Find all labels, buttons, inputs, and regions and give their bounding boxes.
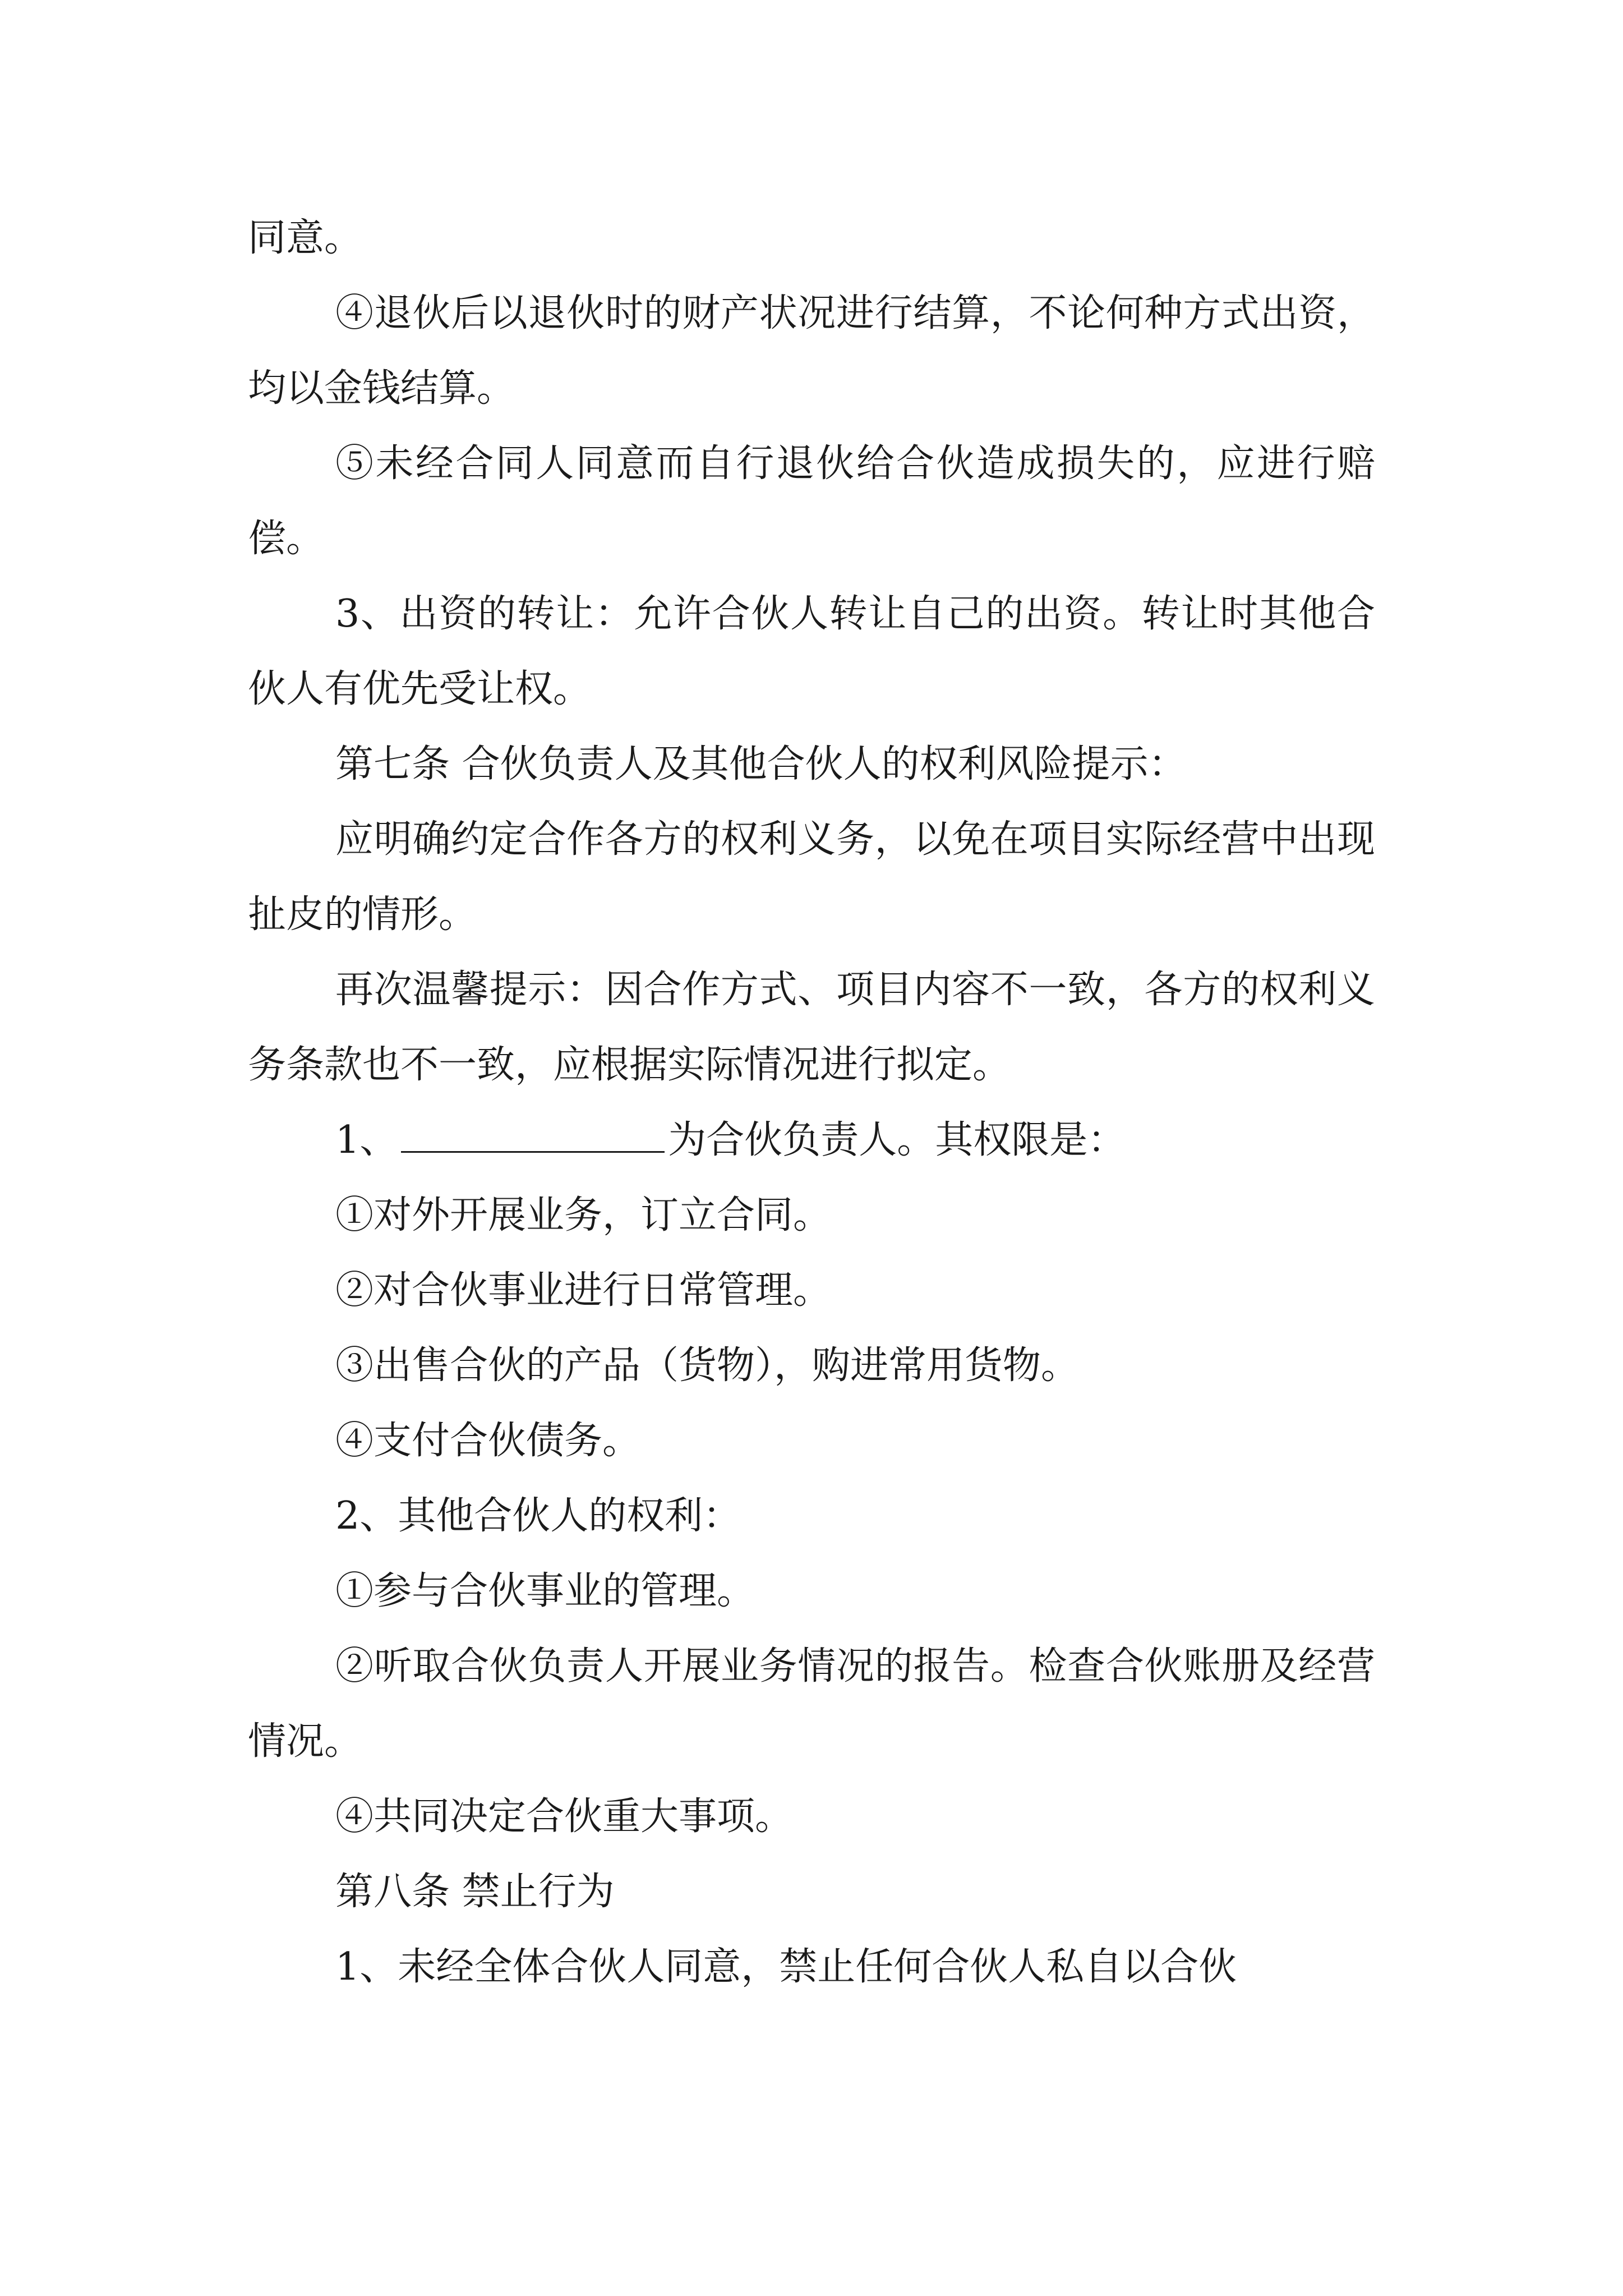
paragraph: 1、未经全体合伙人同意，禁止任何合伙人私自以合伙 — [335, 1945, 1237, 1989]
fill-in-blank — [401, 1123, 665, 1153]
paragraph: ④退伙后以退伙时的财产状况进行结算，不论何种方式出资，均以金钱结算。 — [248, 291, 1375, 411]
list-item: ②对合伙事业进行日常管理。 — [335, 1268, 832, 1313]
list-item: ③出售合伙的产品（货物），购进常用货物。 — [335, 1343, 1080, 1388]
paragraph-suffix: 为合伙负责人。其权限是： — [668, 1118, 1126, 1162]
paragraph: 再次温馨提示：因合作方式、项目内容不一致，各方的权利义务条款也不一致，应根据实际情况进行拟定。 — [248, 968, 1375, 1087]
paragraph: 2、其他合伙人的权利： — [335, 1494, 741, 1538]
article-heading: 第七条 合伙负责人及其他合伙人的权利风险提示： — [335, 742, 1187, 786]
list-item: ①参与合伙事业的管理。 — [335, 1569, 755, 1613]
list-item: ②听取合伙负责人开展业务情况的报告。检查合伙账册及经营情况。 — [248, 1644, 1375, 1764]
paragraph: ⑤未经合同人同意而自行退伙给合伙造成损失的，应进行赔偿。 — [248, 441, 1375, 561]
paragraph: 应明确约定合作各方的权利义务，以免在项目实际经营中出现扯皮的情形。 — [248, 817, 1375, 937]
list-item: ④支付合伙债务。 — [335, 1419, 641, 1463]
paragraph: 同意。 — [248, 216, 363, 260]
list-item: ①对外开展业务，订立合同。 — [335, 1193, 832, 1237]
paragraph-with-blank — [248, 1103, 1375, 1178]
article-heading: 第八条 禁止行为 — [335, 1870, 615, 1914]
paragraph-prefix: 1、 — [335, 1118, 398, 1162]
list-item: ④共同决定合伙重大事项。 — [335, 1795, 794, 1839]
document-body — [248, 201, 1375, 2005]
paragraph: 3、出资的转让：允许合伙人转让自己的出资。转让时其他合伙人有优先受让权。 — [248, 592, 1375, 711]
